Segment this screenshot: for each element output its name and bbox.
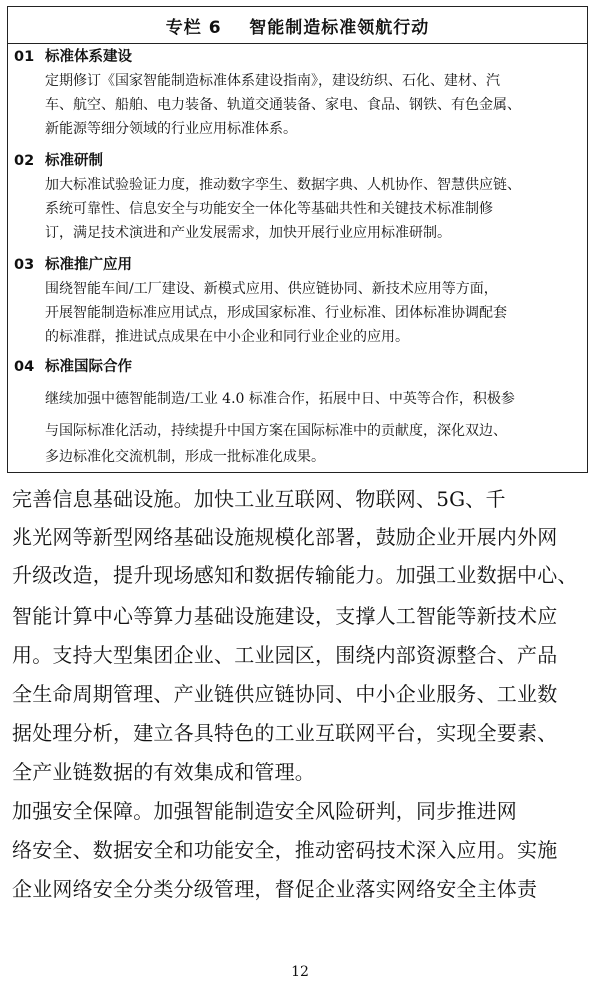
section-number: 02	[14, 153, 35, 169]
body-line: 兆光网等新型网络基础设施规模化部署，鼓励企业开展内外网	[12, 525, 558, 549]
feature-box	[7, 6, 588, 473]
section-text-line: 开展智能制造标准应用试点，形成国家标准、行业标准、团体标准协调配套	[45, 305, 507, 321]
section-text-line: 新能源等细分领域的行业应用标准体系。	[45, 121, 297, 137]
body-line: 智能计算中心等算力基础设施建设，支撑人工智能等新技术应	[12, 604, 558, 628]
body-line: 加强安全保障。加强智能制造安全风险研判，同步推进网	[12, 799, 517, 823]
section-title: 标准研制	[45, 153, 103, 169]
section-number: 04	[14, 359, 35, 375]
body-line: 用。支持大型集团企业、工业园区，围绕内部资源整合、产品	[12, 643, 558, 667]
body-line: 全生命周期管理、产业链供应链协同、中小企业服务、工业数	[12, 682, 558, 706]
body-line: 升级改造，提升现场感知和数据传输能力。加强工业数据中心、	[12, 563, 578, 587]
section-number: 01	[14, 49, 35, 65]
section-text-line: 的标准群，推进试点成果在中小企业和同行业企业的应用。	[45, 329, 409, 345]
section-text-line: 车、航空、船舶、电力装备、轨道交通装备、家电、食品、钢铁、有色金属、	[45, 97, 521, 113]
box-title-text: 专栏 6 智能制造标准领航行动	[165, 17, 430, 38]
section-text-line: 定期修订《国家智能制造标准体系建设指南》，建设纺织、石化、建材、汽	[45, 73, 500, 89]
box-title	[8, 7, 587, 44]
body-line: 企业网络安全分类分级管理，督促企业落实网络安全主体责	[12, 877, 538, 901]
page-number: 12	[291, 964, 309, 980]
section-text-line: 继续加强中德智能制造/工业 4.0 标准合作，拓展中日、中英等合作，积极参	[45, 391, 515, 407]
section-title: 标准体系建设	[45, 49, 132, 65]
section-text-line: 与国际标准化活动，持续提升中国方案在国际标准中的贡献度，深化双边、	[45, 423, 507, 439]
section-text-line: 多边标准化交流机制，形成一批标准化成果。	[45, 449, 325, 465]
body-line: 全产业链数据的有效集成和管理。	[12, 760, 315, 784]
section-number: 03	[14, 257, 35, 273]
section-text-line: 围绕智能车间/工厂建设、新模式应用、供应链协同、新技术应用等方面，	[45, 281, 498, 297]
section-text-line: 订，满足技术演进和产业发展需求，加快开展行业应用标准研制。	[45, 225, 451, 241]
section-title: 标准推广应用	[45, 257, 132, 273]
body-line: 完善信息基础设施。加快工业互联网、物联网、5G、千	[12, 487, 506, 511]
body-line: 据处理分析，建立各具特色的工业互联网平台，实现全要素、	[12, 721, 558, 745]
section-title: 标准国际合作	[45, 359, 132, 375]
section-text-line: 系统可靠性、信息安全与功能安全一体化等基础共性和关键技术标准制修	[45, 201, 493, 217]
body-line: 络安全、数据安全和功能安全，推动密码技术深入应用。实施	[12, 838, 558, 862]
section-text-line: 加大标准试验验证力度，推动数字孪生、数据字典、人机协作、智慧供应链、	[45, 177, 521, 193]
